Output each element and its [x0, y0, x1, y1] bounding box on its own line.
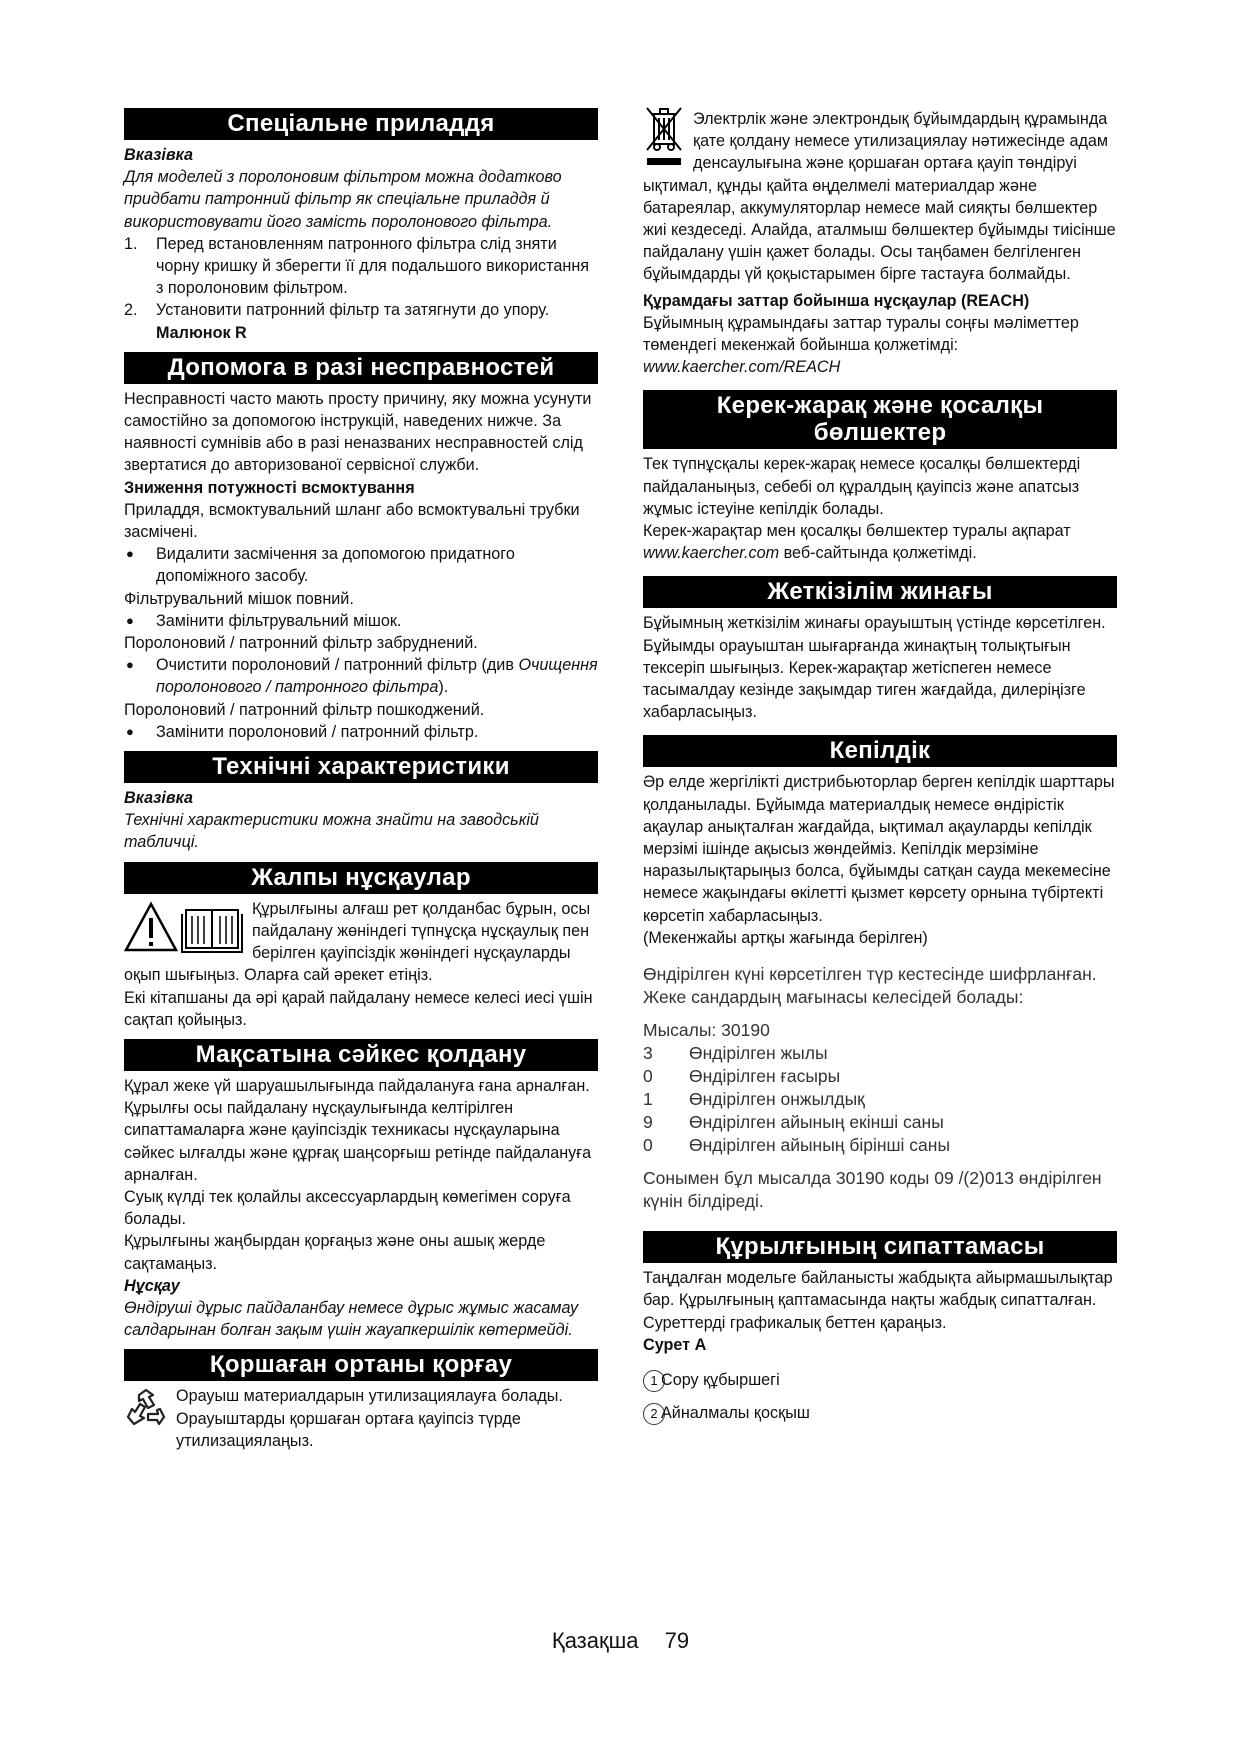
- date-code-row: 1 Өндірілген онжылдық: [643, 1089, 865, 1110]
- desc-p1: Таңдалған модельге байланысты жабдықта айырмашылықтар бар. Құрылғының қаптамасында нақты жабдық сипатталған.: [643, 1269, 1113, 1310]
- heading-scope-of-delivery: Жеткізілім жинағы: [643, 576, 1117, 608]
- heading-environment: Қоршаған ортаны қорғау: [124, 1349, 598, 1381]
- general-notes-p2: Екі кітапшаны да әрі қарай пайдалану немесе келесі иесі үшін сақтап қойыңыз.: [124, 988, 593, 1029]
- intended-use-p1: Құрал жеке үй шаруашылығында пайдалануға ғана арналған.: [124, 1076, 590, 1095]
- subheading-suction: Зниження потужності всмоктування: [124, 478, 415, 497]
- warranty-p2: (Мекенжайы артқы жағында берілген): [643, 928, 928, 947]
- weee-block: [643, 108, 1117, 286]
- left-column: [124, 108, 598, 1452]
- step-1: 1. Перед встановленням патронного фільтра слід зняти чорну кришку й зберегти її для подальшого використання з поролоновим фільтром.: [124, 234, 590, 298]
- intended-use-p3: Суық күлді тек қолайлы аксессуарлардың көмегімен соруға болады.: [124, 1187, 571, 1229]
- remedy-4: ● Замінити поролоновий / патронний фільтр.: [124, 721, 598, 743]
- right-column: [643, 108, 1117, 1430]
- date-code-row: 9 Өндірілген айының екінші саны: [643, 1112, 944, 1133]
- general-notes-block: [124, 898, 598, 1031]
- page-number: 79: [664, 1628, 690, 1653]
- note-label: Вказівка: [124, 146, 194, 164]
- heading-technical-data: Технічні характеристики: [124, 751, 598, 783]
- heading-warranty: Кепілдік: [643, 735, 1117, 767]
- heading-general-notes: Жалпы нұсқаулар: [124, 862, 598, 894]
- recycling-icon: [124, 1387, 168, 1431]
- heading-device-description: Құрылғының сипаттамасы: [643, 1231, 1117, 1263]
- note-label: Нұсқау: [124, 1276, 180, 1295]
- desc-figure-ref: Сурет А: [643, 1335, 707, 1354]
- heading-accessories: Керек-жарақ және қосалқы бөлшектер: [643, 390, 1117, 449]
- environment-block: [124, 1385, 598, 1452]
- date-code-l2: Жеке сандардың мағынасы келесідей болады:: [643, 987, 1024, 1008]
- heading-intended-use: Мақсатына сәйкес қолдану: [124, 1039, 598, 1071]
- step-2: 2. Установити патронний фільтр та затягнути до упору.: [124, 301, 550, 320]
- number-circle: 1: [643, 1370, 665, 1392]
- date-code-l1: Өндірілген күні көрсетілген түр кестесінде шифрланған.: [643, 964, 1097, 985]
- page-footer: [0, 1628, 1241, 1654]
- reach-link[interactable]: www.kaercher.com/REACH: [643, 358, 841, 377]
- note-text: Для моделей з поролоновим фільтром можна додатково придбати патронний фільтр як спеціальне приладдя й використовувати його замість поролонового фільтра.: [124, 168, 562, 231]
- warranty-p1: Әр елде жергілікті дистрибьюторлар берген кепілдік шарттары қолданылады. Бұйымда материалдық немесе өндірістік ақаулар анықталған жағдайда, ықтимал ақауларды кепілдік мерзімі ішінде ақысыз жөндейміз. Кепілдік мерзіміне наразылықтарыңыз болса, бұйымды сатқан сауда мекемесіне немесе жақындағы өкілетті қызмет көрсету орнына түбіртекті көрсетіп хабарласыңыз.: [643, 773, 1115, 925]
- cause-1: Приладдя, всмоктувальний шланг або всмоктувальні трубки засмічені.: [124, 500, 580, 542]
- intended-use-p4: Құрылғыны жаңбырдан қорғаңыз және оны ашық жерде сақтамаңыз.: [124, 1232, 546, 1273]
- legend-item: 1 Сору құбыршегі: [643, 1364, 1117, 1397]
- date-code-row: 0 Өндірілген айының бірінші саны: [643, 1135, 951, 1156]
- warning-book-icon: [124, 900, 244, 956]
- troubleshooting-intro: Несправності часто мають просту причину, яку можна усунути самостійно за допомогою інструкцій, наведених нижче. За наявності сумнівів або в разі неназваних несправностей слід звертатися до авторизованої сервісної служби.: [124, 389, 592, 475]
- intended-use-p2: Құрылғы осы пайдалану нұсқаулығында келтірілген сипаттамаларға және қауіпсіздік техникасы нұсқауларына сәйкес ылғалды және құрғақ шаңсорғыш ретінде пайдалануға арналған.: [124, 1099, 592, 1184]
- remedy-2: ● Замінити фільтрувальний мішок.: [124, 610, 598, 632]
- desc-p2: Суреттерді графикалық беттен қараңыз.: [643, 1313, 947, 1332]
- date-code-row: 3 Өндірілген жылы: [643, 1043, 828, 1064]
- cause-2: Фільтрувальний мішок повний.: [124, 589, 354, 608]
- heading-special-accessories: Спеціальне приладдя: [124, 108, 598, 140]
- remedy-1: ● Видалити засмічення за допомогою придатного допоміжного засобу.: [124, 543, 598, 587]
- date-code-figure: [643, 963, 1117, 1213]
- figure-ref: Малюнок R: [156, 323, 247, 342]
- general-notes-p1: Құрылғыны алғаш рет қолданбас бұрын, осы пайдалану жөніндегі түпнұсқа нұсқаулық пен берілген қауіпсіздік жөніндегі нұсқауларды оқып шығыңыз. Оларға сай әрекет етіңіз.: [124, 899, 591, 985]
- date-code-row: 0 Өндірілген ғасыры: [643, 1066, 841, 1087]
- note-label: Вказівка: [124, 789, 194, 808]
- kaercher-link[interactable]: www.kaercher.com: [643, 544, 780, 563]
- legend-item: 2 Айналмалы қосқыш: [643, 1397, 1117, 1430]
- number-circle: 2: [643, 1403, 665, 1425]
- cause-3: Поролоновий / патронний фільтр забруднений.: [124, 634, 478, 653]
- note-text: Өндіруші дұрыс пайдаланбау немесе дұрыс жұмыс жасамау салдарынан болған зақым үшін жауапкершілік көтермейді.: [124, 1298, 579, 1340]
- accessories-p2: Керек-жарақтар мен қосалқы бөлшектер туралы ақпарат www.kaercher.com веб-сайтында қолжетімді.: [643, 522, 1071, 563]
- note-text: Технічні характеристики можна знайти на заводській табличці.: [124, 811, 539, 852]
- environment-p1: Орауыш материалдарын утилизациялауға болады. Орауыштарды қоршаған ортаға қауіпсіз түрде утилизациялаңыз.: [176, 1387, 563, 1450]
- reach-title: Құрамдағы заттар бойынша нұсқаулар (REACH): [643, 291, 1030, 310]
- heading-troubleshooting: Допомога в разі несправностей: [124, 352, 598, 384]
- footer-language: Қазақша: [551, 1628, 639, 1653]
- reach-text: Бұйымның құрамындағы заттар туралы соңғы мәліметтер төмендегі мекенжай бойынша қолжетімді: www.kaercher.com/REACH: [643, 313, 1079, 377]
- scope-p1: Бұйымның жеткізілім жинағы орауыштың үстінде көрсетілген. Бұйымды орауыштан шығарғанда жинақтың толықтығын тексеріп шығыңыз. Керек-жарақтар жетіспеген немесе тасымалдау кезінде зақымдар тиген жағдайда, дилеріңізге хабарласыңыз.: [643, 614, 1106, 722]
- crossed-bin-icon: [643, 104, 685, 168]
- date-code-example: Мысалы: 30190: [643, 1020, 770, 1041]
- date-code-conclusion: Сонымен бұл мысалда 30190 коды 09 /(2)013 өндірілген күнін білдіреді.: [643, 1168, 1102, 1212]
- legend-list: [643, 1364, 1117, 1430]
- weee-text: Электрлік және электрондық бұйымдардың құрамында қате қолдану немесе утилизациялау нәтижесінде адам денсаулығына және қоршаған ортаға қауіп төндіруі ықтимал, құнды қайта өңделмелі материалдар және батареялар, аккумуляторлар немесе май сияқты бөлшектер жиі кездеседі. Алайда, аталмыш бөлшектер бұйымды тиісінше пайдалану үшін қажет болады. Осы таңбамен белгіленген бұйымдарды үй қоқыстарымен бірге тастауға болмайды.: [643, 110, 1116, 284]
- accessories-p1: Тек түпнұсқалы керек-жарақ немесе қосалқы бөлшектерді пайдаланыңыз, себебі ол құралдың қауіпсіз және апатсыз жұмыс істеуіне кепілдік болады.: [643, 455, 1081, 518]
- cause-4: Поролоновий / патронний фільтр пошкоджений.: [124, 700, 485, 719]
- remedy-3: ● Очистити поролоновий / патронний фільтр (див Очищення поролонового / патронного фільтра).: [124, 654, 598, 698]
